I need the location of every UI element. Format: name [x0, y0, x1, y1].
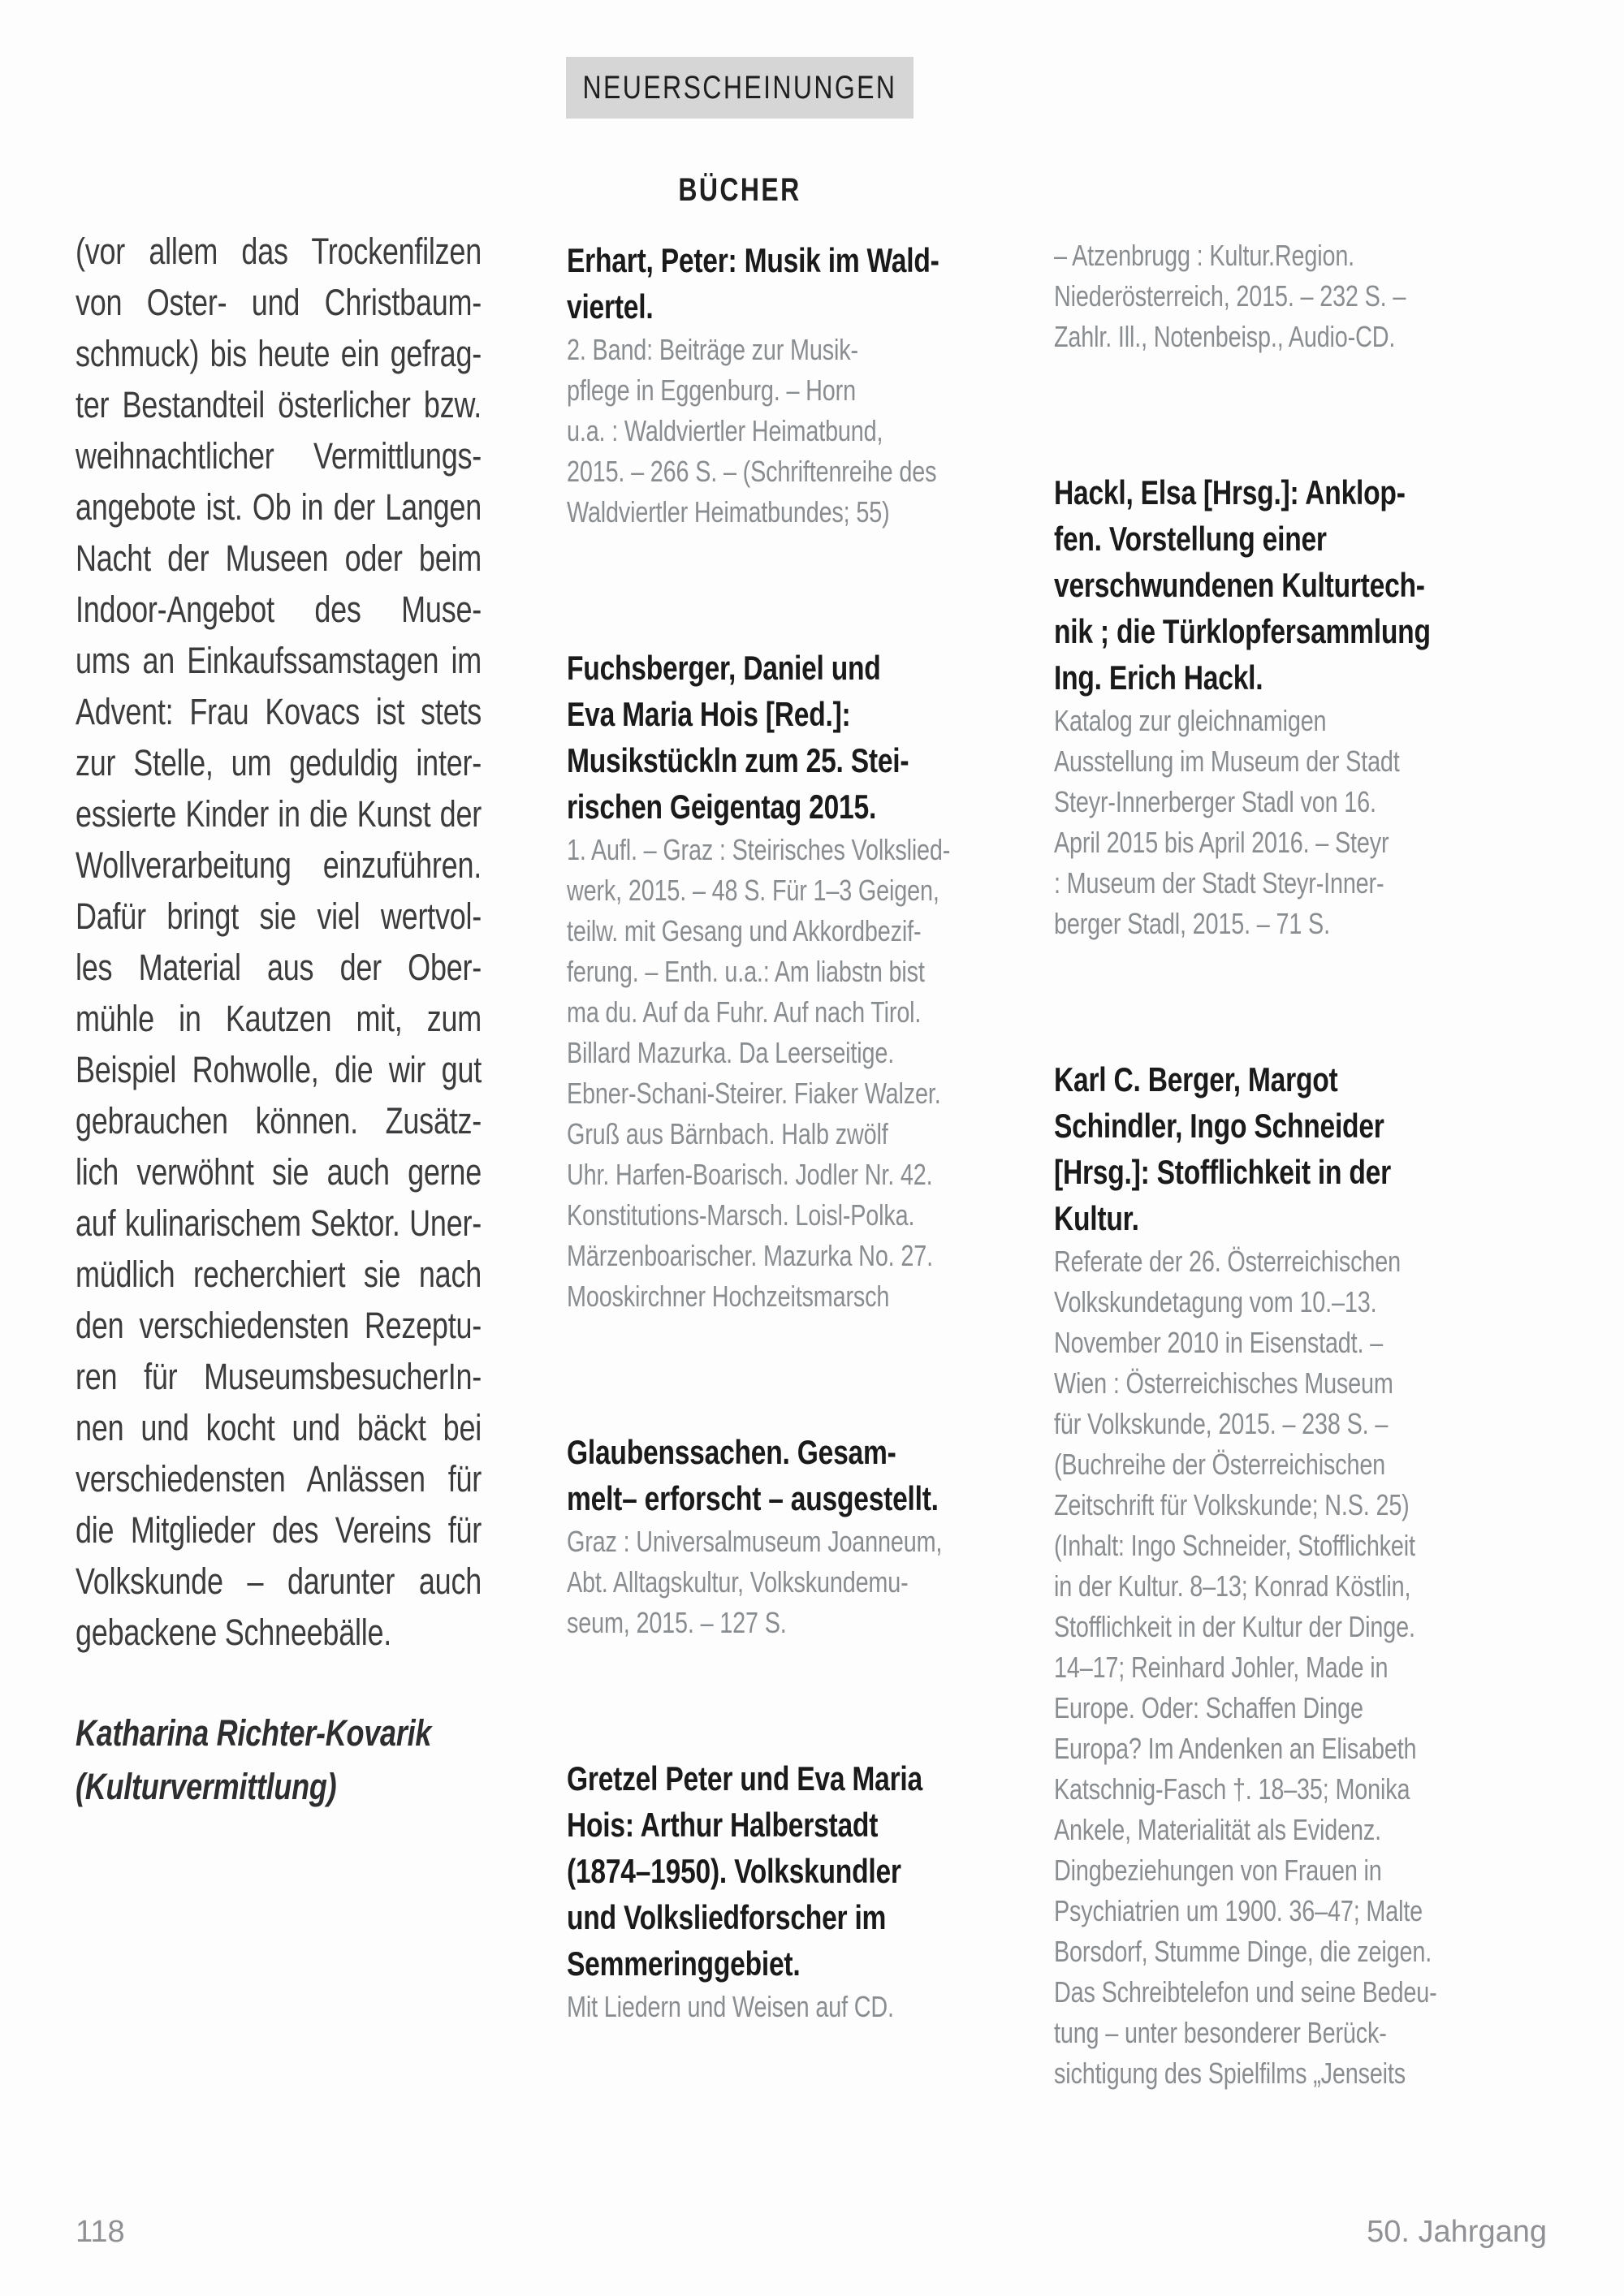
- text-line: die Mitglieder des Vereins für: [76, 1509, 482, 1551]
- book-entry-gretzel: [567, 1755, 965, 2027]
- text-line: Billard Mazurka. Da Leerseitige.: [567, 1036, 895, 1069]
- text-line: Mit Liedern und Weisen auf CD.: [567, 1990, 894, 2023]
- text-line: u.a. : Waldviertler Heimatbund,: [567, 414, 883, 447]
- text-line: nik ; die Türklopfersammlung: [1054, 612, 1431, 650]
- text-line: Zahlr. Ill., Notenbeisp., Audio-CD.: [1054, 320, 1396, 353]
- text-line: Schindler, Ingo Schneider: [1054, 1107, 1384, 1145]
- section-badge: [566, 57, 914, 119]
- text-line: verschwundenen Kulturtech-: [1054, 566, 1425, 604]
- text-line: – Atzenbrugg : Kultur.Region.: [1054, 239, 1355, 272]
- text-line: 2. Band: Beiträge zur Musik-: [567, 333, 858, 366]
- text-line: Wollverarbeitung einzuführen.: [76, 844, 482, 886]
- text-line: Abt. Alltagskultur, Volkskundemu-: [567, 1565, 909, 1599]
- text-line: Hois: Arthur Halberstadt: [567, 1806, 879, 1844]
- text-line: rischen Geigentag 2015.: [567, 788, 877, 826]
- text-line: Europa? Im Andenken an Elisabeth: [1054, 1732, 1417, 1765]
- text-line: November 2010 in Eisenstadt. –: [1054, 1326, 1384, 1359]
- text-line: Uhr. Harfen-Boarisch. Jodler Nr. 42.: [567, 1158, 933, 1191]
- text-line: Gruß aus Bärnbach. Halb zwölf: [567, 1117, 888, 1150]
- text-line: Stofflichkeit in der Kultur der Dinge.: [1054, 1610, 1415, 1643]
- page-number: 118: [76, 2215, 125, 2249]
- text-line: Psychiatrien um 1900. 36–47; Malte: [1054, 1894, 1423, 1927]
- text-line: berger Stadl, 2015. – 71 S.: [1054, 907, 1330, 940]
- book-title: [567, 645, 965, 830]
- text-line: 14–17; Reinhard Johler, Made in: [1054, 1651, 1389, 1684]
- text-line: melt– erforscht – ausgestellt.: [567, 1479, 939, 1517]
- book-bibliography: [567, 330, 965, 533]
- text-line: Karl C. Berger, Margot: [1054, 1060, 1338, 1098]
- text-line: Semmeringgebiet.: [567, 1944, 801, 1983]
- text-line: Beispiel Rohwolle, die wir gut: [76, 1049, 482, 1090]
- text-line: verschiedensten Anlässen für: [76, 1458, 482, 1500]
- book-entry-hackl: [1054, 469, 1455, 944]
- text-line: essierte Kinder in die Kunst der: [76, 793, 482, 835]
- text-line: Zeitschrift für Volkskunde; N.S. 25): [1054, 1488, 1410, 1521]
- text-line: Niederösterreich, 2015. – 232 S. –: [1054, 279, 1406, 313]
- book-entry-glaubenssachen: [567, 1429, 965, 1643]
- text-line: Wien : Österreichisches Museum: [1054, 1366, 1393, 1400]
- text-line: nen und kocht und bäckt bei: [76, 1407, 482, 1448]
- text-line: (Inhalt: Ingo Schneider, Stofflichkeit: [1054, 1529, 1415, 1562]
- text-line: (Kulturvermittlung): [76, 1766, 337, 1807]
- text-line: auf kulinarischem Sektor. Uner-: [76, 1202, 482, 1244]
- volume-label: 50. Jahrgang: [1367, 2215, 1547, 2249]
- text-line: werk, 2015. – 48 S. Für 1–3 Geigen,: [567, 874, 939, 907]
- text-line: April 2015 bis April 2016. – Steyr: [1054, 826, 1389, 859]
- text-line: Fuchsberger, Daniel und: [567, 649, 881, 687]
- text-line: Europe. Oder: Schaffen Dinge: [1054, 1691, 1363, 1724]
- text-line: lich verwöhnt sie auch gerne: [76, 1151, 482, 1193]
- text-line: (1874–1950). Volkskundler: [567, 1852, 901, 1890]
- text-line: Indoor-Angebot des Muse-: [76, 589, 482, 630]
- text-line: teilw. mit Gesang und Akkordbezif-: [567, 914, 922, 947]
- book-title: [1054, 469, 1455, 701]
- book-title: [1054, 1056, 1455, 1241]
- text-line: Advent: Frau Kovacs ist stets: [76, 691, 482, 732]
- text-line: Dingbeziehungen von Frauen in: [1054, 1854, 1382, 1887]
- text-line: schmuck) bis heute ein gefrag-: [76, 333, 482, 374]
- text-line: (Buchreihe der Österreichischen: [1054, 1448, 1386, 1481]
- text-line: Eva Maria Hois [Red.]:: [567, 695, 851, 733]
- article-paragraph: [76, 226, 482, 1658]
- book-bibliography: [567, 1987, 965, 2027]
- book-entry-berger-schindler-schneider: [1054, 1056, 1455, 2094]
- book-bibliography: [1054, 1241, 1455, 2094]
- section-title: BÜCHER: [678, 172, 801, 208]
- text-line: mühle in Kautzen mit, zum: [76, 998, 482, 1039]
- book-bibliography: [567, 1521, 965, 1643]
- text-line: Katharina Richter-Kovarik: [76, 1712, 432, 1754]
- book-bibliography: [1054, 701, 1455, 944]
- section-badge-label: NEUERSCHEINUNGEN: [582, 69, 897, 106]
- text-line: Volkskundetagung vom 10.–13.: [1054, 1285, 1377, 1318]
- text-line: Steyr-Innerberger Stadl von 16.: [1054, 785, 1376, 818]
- text-line: den verschiedensten Rezeptu-: [76, 1305, 482, 1346]
- text-line: Ing. Erich Hackl.: [1054, 658, 1263, 697]
- book-entry-erhart: [567, 237, 965, 533]
- text-line: Kultur.: [1054, 1199, 1139, 1237]
- text-line: Nacht der Museen oder beim: [76, 537, 482, 579]
- book-bibliography: [1054, 235, 1455, 357]
- text-line: viertel.: [567, 287, 654, 326]
- text-line: Konstitutions-Marsch. Loisl-Polka.: [567, 1198, 915, 1232]
- text-line: Katschnig-Fasch †. 18–35; Monika: [1054, 1772, 1410, 1806]
- text-line: 1. Aufl. – Graz : Steirisches Volkslied-: [567, 833, 951, 866]
- left-column: [76, 226, 482, 1814]
- text-line: Gretzel Peter und Eva Maria: [567, 1759, 922, 1798]
- text-line: fen. Vorstellung einer: [1054, 520, 1327, 558]
- text-line: [Hrsg.]: Stofflichkeit in der: [1054, 1153, 1391, 1191]
- text-line: Borsdorf, Stumme Dinge, die zeigen.: [1054, 1935, 1432, 1968]
- book-bibliography: [567, 830, 965, 1317]
- text-line: ferung. – Enth. u.a.: Am liabstn bist: [567, 955, 925, 988]
- text-line: sichtigung des Spielfilms „Jenseits: [1054, 2056, 1406, 2090]
- text-line: für Volkskunde, 2015. – 238 S. –: [1054, 1407, 1389, 1440]
- text-line: Hackl, Elsa [Hrsg.]: Anklop-: [1054, 473, 1406, 511]
- text-line: Graz : Universalmuseum Joanneum,: [567, 1525, 943, 1558]
- text-line: Referate der 26. Österreichischen: [1054, 1245, 1401, 1278]
- text-line: Erhart, Peter: Musik im Wald-: [567, 241, 939, 279]
- text-line: ren für MuseumsbesucherIn-: [76, 1356, 482, 1397]
- book-title: [567, 1429, 965, 1521]
- middle-column: [567, 237, 965, 2027]
- text-line: Musikstückln zum 25. Stei-: [567, 741, 909, 779]
- text-line: les Material aus der Ober-: [76, 947, 482, 988]
- text-line: weihnachtlicher Vermittlungs-: [76, 435, 482, 477]
- text-line: seum, 2015. – 127 S.: [567, 1606, 787, 1639]
- text-line: zur Stelle, um geduldig inter-: [76, 742, 482, 783]
- book-entry-gretzel-continuation: [1054, 235, 1455, 357]
- right-column: [1054, 235, 1455, 2094]
- text-line: Ebner-Schani-Steirer. Fiaker Walzer.: [567, 1077, 941, 1110]
- book-title: [567, 1755, 965, 1987]
- text-line: Ausstellung im Museum der Stadt: [1054, 744, 1400, 778]
- text-line: Waldviertler Heimatbundes; 55): [567, 495, 890, 529]
- text-line: Dafür bringt sie viel wertvol-: [76, 896, 482, 937]
- text-line: und Volksliedforscher im: [567, 1898, 887, 1936]
- text-line: gebackene Schneebälle.: [76, 1612, 392, 1653]
- text-line: angebote ist. Ob in der Langen: [76, 486, 482, 528]
- text-line: ter Bestandteil österlicher bzw.: [76, 384, 482, 425]
- text-line: Ankele, Materialität als Evidenz.: [1054, 1813, 1381, 1846]
- text-line: (vor allem das Trockenfilzen: [76, 231, 482, 272]
- text-line: pflege in Eggenburg. – Horn: [567, 373, 856, 407]
- text-line: ma du. Auf da Fuhr. Auf nach Tirol.: [567, 995, 922, 1029]
- text-line: Das Schreibtelefon und seine Bedeu-: [1054, 1975, 1437, 2009]
- text-line: Märzenboarischer. Mazurka No. 27.: [567, 1239, 933, 1272]
- text-line: Volkskunde – darunter auch: [76, 1560, 482, 1602]
- author-signature: [76, 1707, 482, 1814]
- text-line: Mooskirchner Hochzeitsmarsch: [567, 1280, 890, 1313]
- text-line: tung – unter besonderer Berück-: [1054, 2016, 1387, 2049]
- text-line: in der Kultur. 8–13; Konrad Köstlin,: [1054, 1569, 1411, 1603]
- book-title: [567, 237, 965, 330]
- book-entry-fuchsberger: [567, 645, 965, 1317]
- text-line: 2015. – 266 S. – (Schriftenreihe des: [567, 455, 937, 488]
- text-line: : Museum der Stadt Steyr-Inner-: [1054, 866, 1384, 900]
- text-line: Glaubenssachen. Gesam-: [567, 1433, 896, 1471]
- text-line: gebrauchen können. Zusätz-: [76, 1100, 482, 1142]
- text-line: Katalog zur gleichnamigen: [1054, 704, 1327, 737]
- text-line: müdlich recherchiert sie nach: [76, 1254, 482, 1295]
- text-line: von Oster- und Christbaum-: [76, 282, 482, 323]
- text-line: ums an Einkaufssamstagen im: [76, 640, 482, 681]
